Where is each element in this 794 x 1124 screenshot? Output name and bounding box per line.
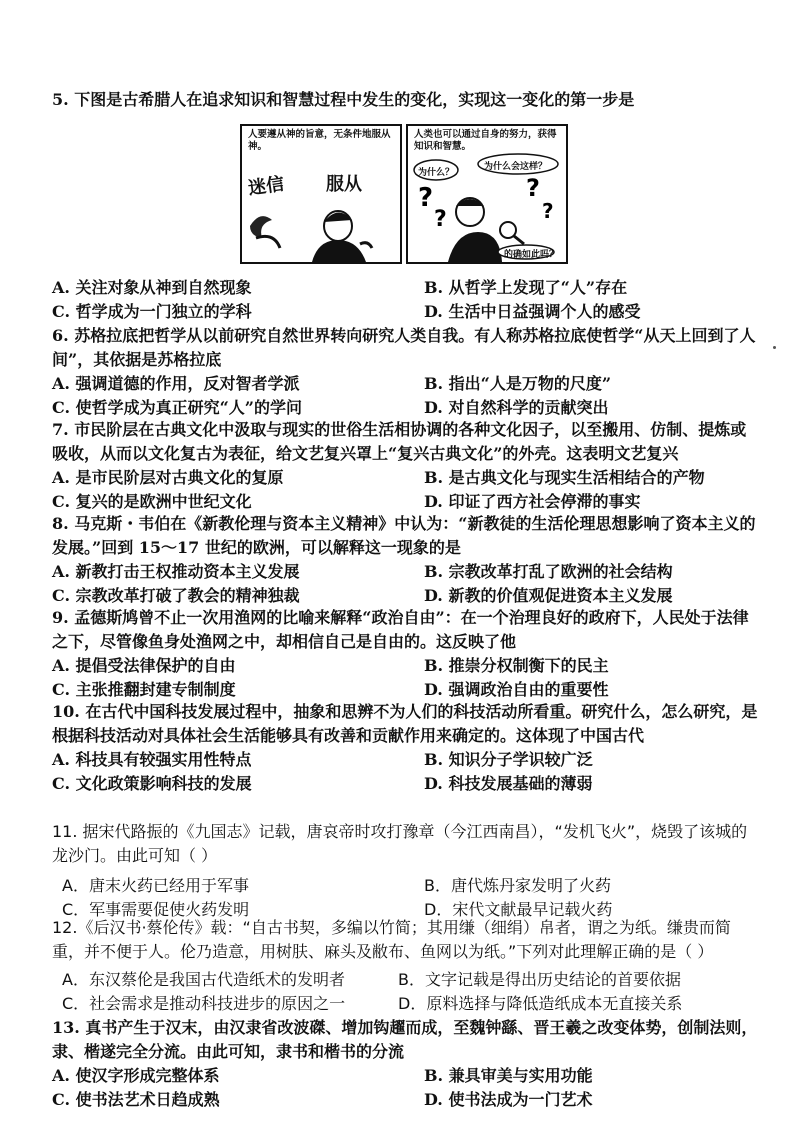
- question-stem: 5. 下图是古希腊人在追求知识和智慧过程中发生的变化，实现这一变化的第一步是: [52, 90, 635, 109]
- option-b: B. 指出“人是万物的尺度”: [424, 374, 612, 393]
- option-a: A. 提倡受法律保护的自由: [52, 656, 236, 675]
- question-9: [52, 606, 762, 702]
- comic-bubble-why: 为什么？: [418, 168, 455, 178]
- question-stem: 9. 孟德斯鸠曾不止一次用渔网的比喻来解释“政治自由”：在一个治理良好的政府下，人民处于法律之下，尽管像鱼身处渔网之中，却相信自己是自由的。这反映了他: [52, 608, 749, 651]
- option-c: C. 使哲学成为真正研究“人”的学问: [52, 398, 303, 417]
- question-13: [52, 1016, 762, 1112]
- comic-panel-left: [240, 124, 402, 264]
- option-a: A. 科技具有较强实用性特点: [52, 750, 252, 769]
- option-b: B. 兼具审美与实用功能: [424, 1066, 593, 1085]
- option-b: B. 知识分子学识较广泛: [424, 750, 593, 769]
- option-b: B. 推崇分权制衡下的民主: [424, 656, 609, 675]
- option-c: C. 复兴的是欧洲中世纪文化: [52, 492, 252, 511]
- question-stem: 6. 苏格拉底把哲学从以前研究自然世界转向研究人类自我。有人称苏格拉底使哲学“从天上回到了人间”，其依据是苏格拉底: [52, 326, 756, 369]
- option-d: D．原料选择与降低造纸成本无直接关系: [398, 994, 683, 1013]
- option-d: D. 新教的价值观促进资本主义发展: [424, 586, 673, 605]
- option-c: C．军事需要促使火药发明: [62, 900, 250, 919]
- option-a: A. 使汉字形成完整体系: [52, 1066, 220, 1085]
- comic-bubble-why-so: 为什么会这样？: [484, 162, 548, 172]
- question-12: [52, 916, 762, 1016]
- option-b: B. 从哲学上发现了“人”存在: [424, 278, 628, 297]
- option-d: D. 使书法成为一门艺术: [424, 1090, 593, 1109]
- comic-bubble-really: 的确如此吗？: [504, 250, 559, 260]
- thinking-figure-icon: [408, 126, 566, 262]
- svg-text:?: ?: [434, 207, 447, 232]
- question-stem: 13. 真书产生于汉末，由汉隶省改波磔、增加钩趯而成，至魏钟繇、晋王羲之改变体势，创制法则，隶、楷遂完全分流。由此可知，隶书和楷书的分流: [52, 1018, 758, 1061]
- option-a: A．东汉蔡伦是我国古代造纸术的发明者: [62, 970, 345, 989]
- comic-word-obey: 服从: [326, 174, 362, 195]
- option-a: A．唐末火药已经用于军事: [62, 876, 249, 895]
- option-c: C．社会需求是推动科技进步的原因之一: [62, 994, 346, 1013]
- svg-text:?: ?: [526, 174, 540, 202]
- question-10: [52, 700, 762, 796]
- question-5: [52, 88, 762, 112]
- option-d: D. 强调政治自由的重要性: [424, 680, 609, 699]
- question-8: [52, 512, 762, 608]
- question-5-options: [52, 276, 762, 324]
- option-c: C. 主张推翻封建专制制度: [52, 680, 236, 699]
- svg-text:?: ?: [418, 183, 434, 213]
- kneeling-figure-icon: [242, 126, 400, 262]
- option-b: B. 宗教改革打乱了欧洲的社会结构: [424, 562, 673, 581]
- option-c: C. 宗教改革打破了教会的精神独裁: [52, 586, 300, 605]
- option-a: A. 强调道德的作用，反对智者学派: [52, 374, 300, 393]
- option-b: B．唐代炼丹家发明了火药: [424, 876, 611, 895]
- question-11: [52, 820, 762, 922]
- option-d: D．宋代文献最早记载火药: [424, 900, 613, 919]
- question-7: [52, 418, 762, 514]
- comic-panel-right: [406, 124, 568, 264]
- option-a: A. 关注对象从神到自然现象: [52, 278, 252, 297]
- option-b: B. 是古典文化与现实生活相结合的产物: [424, 468, 705, 487]
- option-d: D. 科技发展基础的薄弱: [424, 774, 593, 793]
- svg-text:?: ?: [542, 199, 554, 223]
- comic-left-caption: 人要遵从神的旨意，无条件地服从神。: [248, 129, 391, 152]
- option-a: A. 新教打击王权推动资本主义发展: [52, 562, 300, 581]
- question-stem: 12.《后汉书·蔡伦传》载：“自古书契，多编以竹简；其用缣（细绢）帛者，谓之为纸。缣贵而简重，并不便于人。伦乃造意，用树肤、麻头及敝布、鱼网以为纸。”下列对此理解正确的是（ ）: [52, 918, 731, 961]
- option-c: C. 使书法艺术日趋成熟: [52, 1090, 220, 1109]
- comic-illustration: [240, 124, 566, 262]
- option-b: B．文字记载是得出历史结论的首要依据: [398, 970, 681, 989]
- option-d: D. 印证了西方社会停滞的事实: [424, 492, 641, 511]
- option-c: C. 哲学成为一门独立的学科: [52, 302, 252, 321]
- option-c: C. 文化政策影响科技的发展: [52, 774, 252, 793]
- option-d: D. 对自然科学的贡献突出: [424, 398, 609, 417]
- option-d: D. 生活中日益强调个人的感受: [424, 302, 641, 321]
- comic-word-superstition: 迷信: [246, 173, 286, 200]
- question-stem: 7. 市民阶层在古典文化中汲取与现实的世俗生活相协调的各种文化因子，以至搬用、仿制、提炼或吸收，从而以文化复古为表征，给文艺复兴罩上“复兴古典文化”的外壳。这表明文艺复兴: [52, 420, 747, 463]
- question-stem: 11. 据宋代路振的《九国志》记载，唐哀帝时攻打豫章（今江西南昌），“发机飞火”，烧毁了该城的龙沙门。由此可知（ ）: [52, 822, 748, 865]
- scan-speck: [773, 346, 776, 349]
- option-a: A. 是市民阶层对古典文化的复原: [52, 468, 284, 487]
- question-6: [52, 324, 762, 420]
- question-stem: 10. 在古代中国科技发展过程中，抽象和思辨不为人们的科技活动所看重。研究什么，怎么研究，是根据科技活动对具体社会生活能够具有改善和贡献作用来确定的。这体现了中国古代: [52, 702, 758, 745]
- question-stem: 8. 马克斯・韦伯在《新教伦理与资本主义精神》中认为：“新教徒的生活伦理思想影响了资本主义的发展。”回到 15～17 世纪的欧洲，可以解释这一现象的是: [52, 514, 756, 557]
- comic-right-caption: 人类也可以通过自身的努力，获得知识和智慧。: [414, 129, 557, 152]
